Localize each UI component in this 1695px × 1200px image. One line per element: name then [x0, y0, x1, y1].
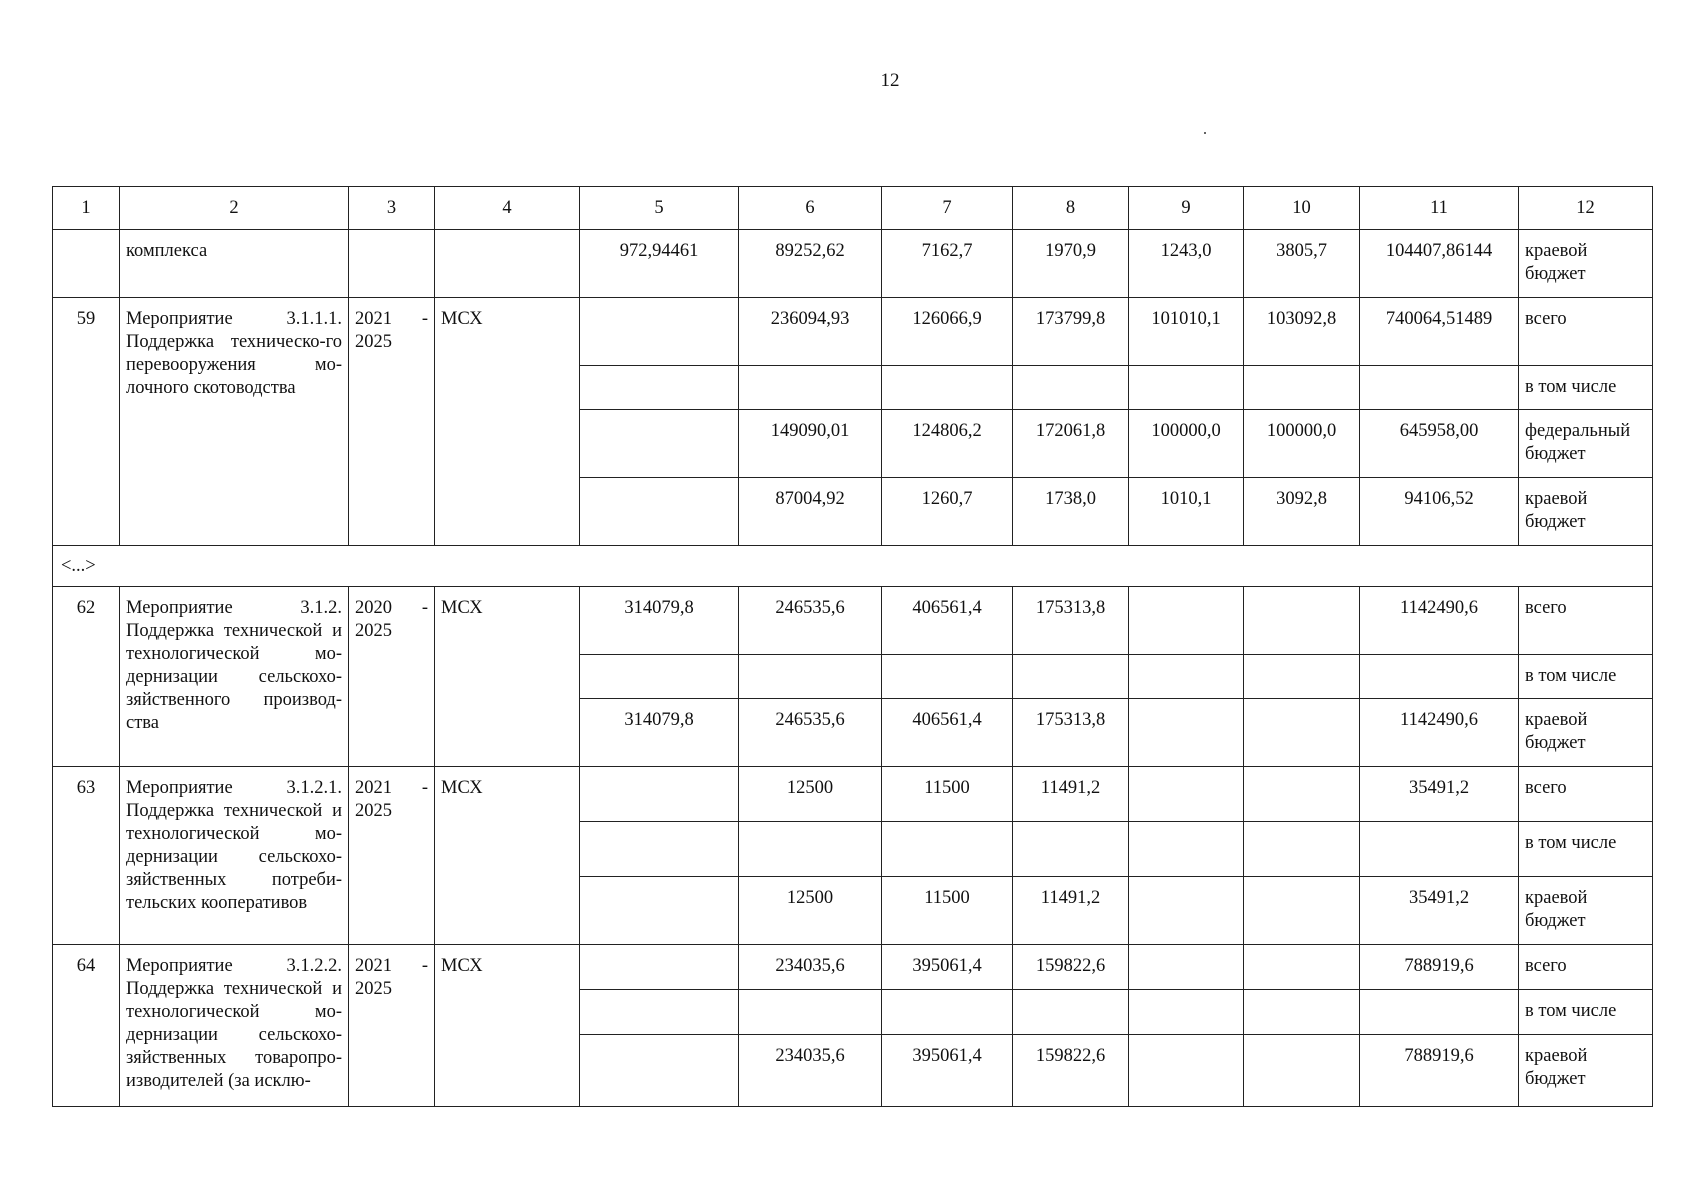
value-cell [1360, 655, 1519, 699]
funding-source-cell: краевой бюджет [1519, 1035, 1653, 1107]
value-cell: 1142490,6 [1360, 699, 1519, 767]
value-cell: 314079,8 [580, 587, 739, 655]
value-cell [882, 822, 1013, 877]
value-cell: 149090,01 [739, 410, 882, 478]
activity-name-cell: Мероприятие 3.1.2.1. Поддержка технической и технологической мо-дернизации сельскохо-зяйственных потреби-тельских кооперативов [120, 767, 349, 945]
value-cell [1244, 767, 1360, 822]
header-cell: 1 [53, 187, 120, 230]
value-cell: 175313,8 [1013, 587, 1129, 655]
value-cell: 1142490,6 [1360, 587, 1519, 655]
value-cell [1244, 699, 1360, 767]
period-cell: 2021 - 2025 [349, 298, 435, 546]
value-cell: 1738,0 [1013, 478, 1129, 546]
header-row [53, 187, 1653, 230]
value-cell: 1260,7 [882, 478, 1013, 546]
value-cell [580, 822, 739, 877]
value-cell: 172061,8 [1013, 410, 1129, 478]
value-cell [739, 655, 882, 699]
period-cell: 2020 - 2025 [349, 587, 435, 767]
value-cell [1129, 366, 1244, 410]
value-cell [580, 945, 739, 990]
value-cell: 159822,6 [1013, 945, 1129, 990]
value-cell [1129, 990, 1244, 1035]
activity-name-cell: Мероприятие 3.1.2. Поддержка технической и технологической мо-дернизации сельскохо-зяйственного производ-ства [120, 587, 349, 767]
value-cell: 126066,9 [882, 298, 1013, 366]
value-cell [1129, 655, 1244, 699]
value-cell: 788919,6 [1360, 945, 1519, 990]
value-cell [1129, 1035, 1244, 1107]
header-cell: 11 [1360, 187, 1519, 230]
row-number-cell: 62 [53, 587, 120, 767]
page-number: 12 [880, 70, 900, 91]
funding-source-cell: в том числе [1519, 366, 1653, 410]
value-cell: 12500 [739, 767, 882, 822]
header-cell: 9 [1129, 187, 1244, 230]
value-cell [739, 990, 882, 1035]
value-cell [580, 366, 739, 410]
header-cell: 2 [120, 187, 349, 230]
value-cell: 3092,8 [1244, 478, 1360, 546]
value-cell [580, 410, 739, 478]
row-number-cell: 64 [53, 945, 120, 1107]
value-cell: 35491,2 [1360, 877, 1519, 945]
value-cell [580, 655, 739, 699]
omission-row [53, 546, 1653, 587]
executor-cell [435, 230, 580, 298]
table-row [53, 298, 1653, 366]
period-cell: 2021 - 2025 [349, 767, 435, 945]
funding-source-cell: всего [1519, 298, 1653, 366]
funding-source-cell: в том числе [1519, 990, 1653, 1035]
value-cell [580, 298, 739, 366]
activity-name-cell: Мероприятие 3.1.2.2. Поддержка технической и технологической мо-дернизации сельскохо-зяйственных товаропро-изводителей (за исклю- [120, 945, 349, 1107]
value-cell: 94106,52 [1360, 478, 1519, 546]
value-cell [1244, 366, 1360, 410]
header-cell: 7 [882, 187, 1013, 230]
period-cell [349, 230, 435, 298]
table-row [53, 945, 1653, 990]
value-cell: 35491,2 [1360, 767, 1519, 822]
funding-source-cell: краевой бюджет [1519, 699, 1653, 767]
value-cell: 3805,7 [1244, 230, 1360, 298]
value-cell: 1010,1 [1129, 478, 1244, 546]
value-cell [739, 366, 882, 410]
funding-source-cell: в том числе [1519, 655, 1653, 699]
value-cell: 100000,0 [1244, 410, 1360, 478]
executor-cell: МСХ [435, 767, 580, 945]
value-cell [1360, 822, 1519, 877]
value-cell: 972,94461 [580, 230, 739, 298]
value-cell [1360, 990, 1519, 1035]
value-cell: 246535,6 [739, 699, 882, 767]
value-cell: 11491,2 [1013, 877, 1129, 945]
value-cell: 314079,8 [580, 699, 739, 767]
value-cell [1013, 655, 1129, 699]
value-cell [1360, 366, 1519, 410]
row-number-cell [53, 230, 120, 298]
value-cell: 103092,8 [1244, 298, 1360, 366]
value-cell [882, 366, 1013, 410]
value-cell [1129, 945, 1244, 990]
value-cell: 395061,4 [882, 1035, 1013, 1107]
value-cell [580, 478, 739, 546]
value-cell [580, 767, 739, 822]
value-cell [580, 877, 739, 945]
value-cell [1244, 1035, 1360, 1107]
funding-source-cell: краевой бюджет [1519, 230, 1653, 298]
value-cell [1013, 990, 1129, 1035]
budget-table [52, 186, 1653, 1107]
value-cell: 175313,8 [1013, 699, 1129, 767]
table-row [53, 587, 1653, 655]
value-cell: 12500 [739, 877, 882, 945]
value-cell [882, 990, 1013, 1035]
value-cell [1244, 587, 1360, 655]
funding-source-cell: краевой бюджет [1519, 877, 1653, 945]
value-cell: 406561,4 [882, 699, 1013, 767]
value-cell [1129, 699, 1244, 767]
value-cell: 234035,6 [739, 1035, 882, 1107]
executor-cell: МСХ [435, 945, 580, 1107]
value-cell: 159822,6 [1013, 1035, 1129, 1107]
period-cell: 2021 - 2025 [349, 945, 435, 1107]
header-cell: 3 [349, 187, 435, 230]
funding-source-cell: в том числе [1519, 822, 1653, 877]
funding-source-cell: всего [1519, 587, 1653, 655]
executor-cell: МСХ [435, 298, 580, 546]
value-cell [1129, 877, 1244, 945]
value-cell: 246535,6 [739, 587, 882, 655]
value-cell: 101010,1 [1129, 298, 1244, 366]
value-cell: 7162,7 [882, 230, 1013, 298]
header-cell: 10 [1244, 187, 1360, 230]
value-cell [1013, 822, 1129, 877]
value-cell: 788919,6 [1360, 1035, 1519, 1107]
value-cell: 87004,92 [739, 478, 882, 546]
row-number-cell: 63 [53, 767, 120, 945]
value-cell: 89252,62 [739, 230, 882, 298]
value-cell: 11491,2 [1013, 767, 1129, 822]
omission-marker: <...> [53, 546, 1653, 587]
value-cell: 234035,6 [739, 945, 882, 990]
value-cell: 406561,4 [882, 587, 1013, 655]
funding-source-cell: всего [1519, 767, 1653, 822]
value-cell [1129, 587, 1244, 655]
value-cell: 1243,0 [1129, 230, 1244, 298]
value-cell: 104407,86144 [1360, 230, 1519, 298]
value-cell [1129, 767, 1244, 822]
header-cell: 12 [1519, 187, 1653, 230]
value-cell: 100000,0 [1129, 410, 1244, 478]
value-cell [1244, 945, 1360, 990]
value-cell [580, 990, 739, 1035]
funding-source-cell: всего [1519, 945, 1653, 990]
activity-name-cell: комплекса [120, 230, 349, 298]
value-cell: 11500 [882, 877, 1013, 945]
scan-speck [1204, 132, 1206, 134]
value-cell: 1970,9 [1013, 230, 1129, 298]
value-cell [1244, 990, 1360, 1035]
value-cell [580, 1035, 739, 1107]
executor-cell: МСХ [435, 587, 580, 767]
header-cell: 5 [580, 187, 739, 230]
header-cell: 8 [1013, 187, 1129, 230]
header-cell: 4 [435, 187, 580, 230]
value-cell [882, 655, 1013, 699]
value-cell [1244, 655, 1360, 699]
value-cell: 173799,8 [1013, 298, 1129, 366]
value-cell: 124806,2 [882, 410, 1013, 478]
value-cell [1013, 366, 1129, 410]
funding-source-cell: федеральный бюджет [1519, 410, 1653, 478]
value-cell: 395061,4 [882, 945, 1013, 990]
activity-name-cell: Мероприятие 3.1.1.1. Поддержка техническо-го перевооружения мо-лочного скотоводства [120, 298, 349, 546]
table-row [53, 230, 1653, 298]
table-row [53, 767, 1653, 822]
value-cell: 236094,93 [739, 298, 882, 366]
value-cell [1244, 877, 1360, 945]
value-cell: 11500 [882, 767, 1013, 822]
row-number-cell: 59 [53, 298, 120, 546]
header-cell: 6 [739, 187, 882, 230]
value-cell: 740064,51489 [1360, 298, 1519, 366]
value-cell: 645958,00 [1360, 410, 1519, 478]
funding-source-cell: краевой бюджет [1519, 478, 1653, 546]
value-cell [1129, 822, 1244, 877]
value-cell [1244, 822, 1360, 877]
value-cell [739, 822, 882, 877]
